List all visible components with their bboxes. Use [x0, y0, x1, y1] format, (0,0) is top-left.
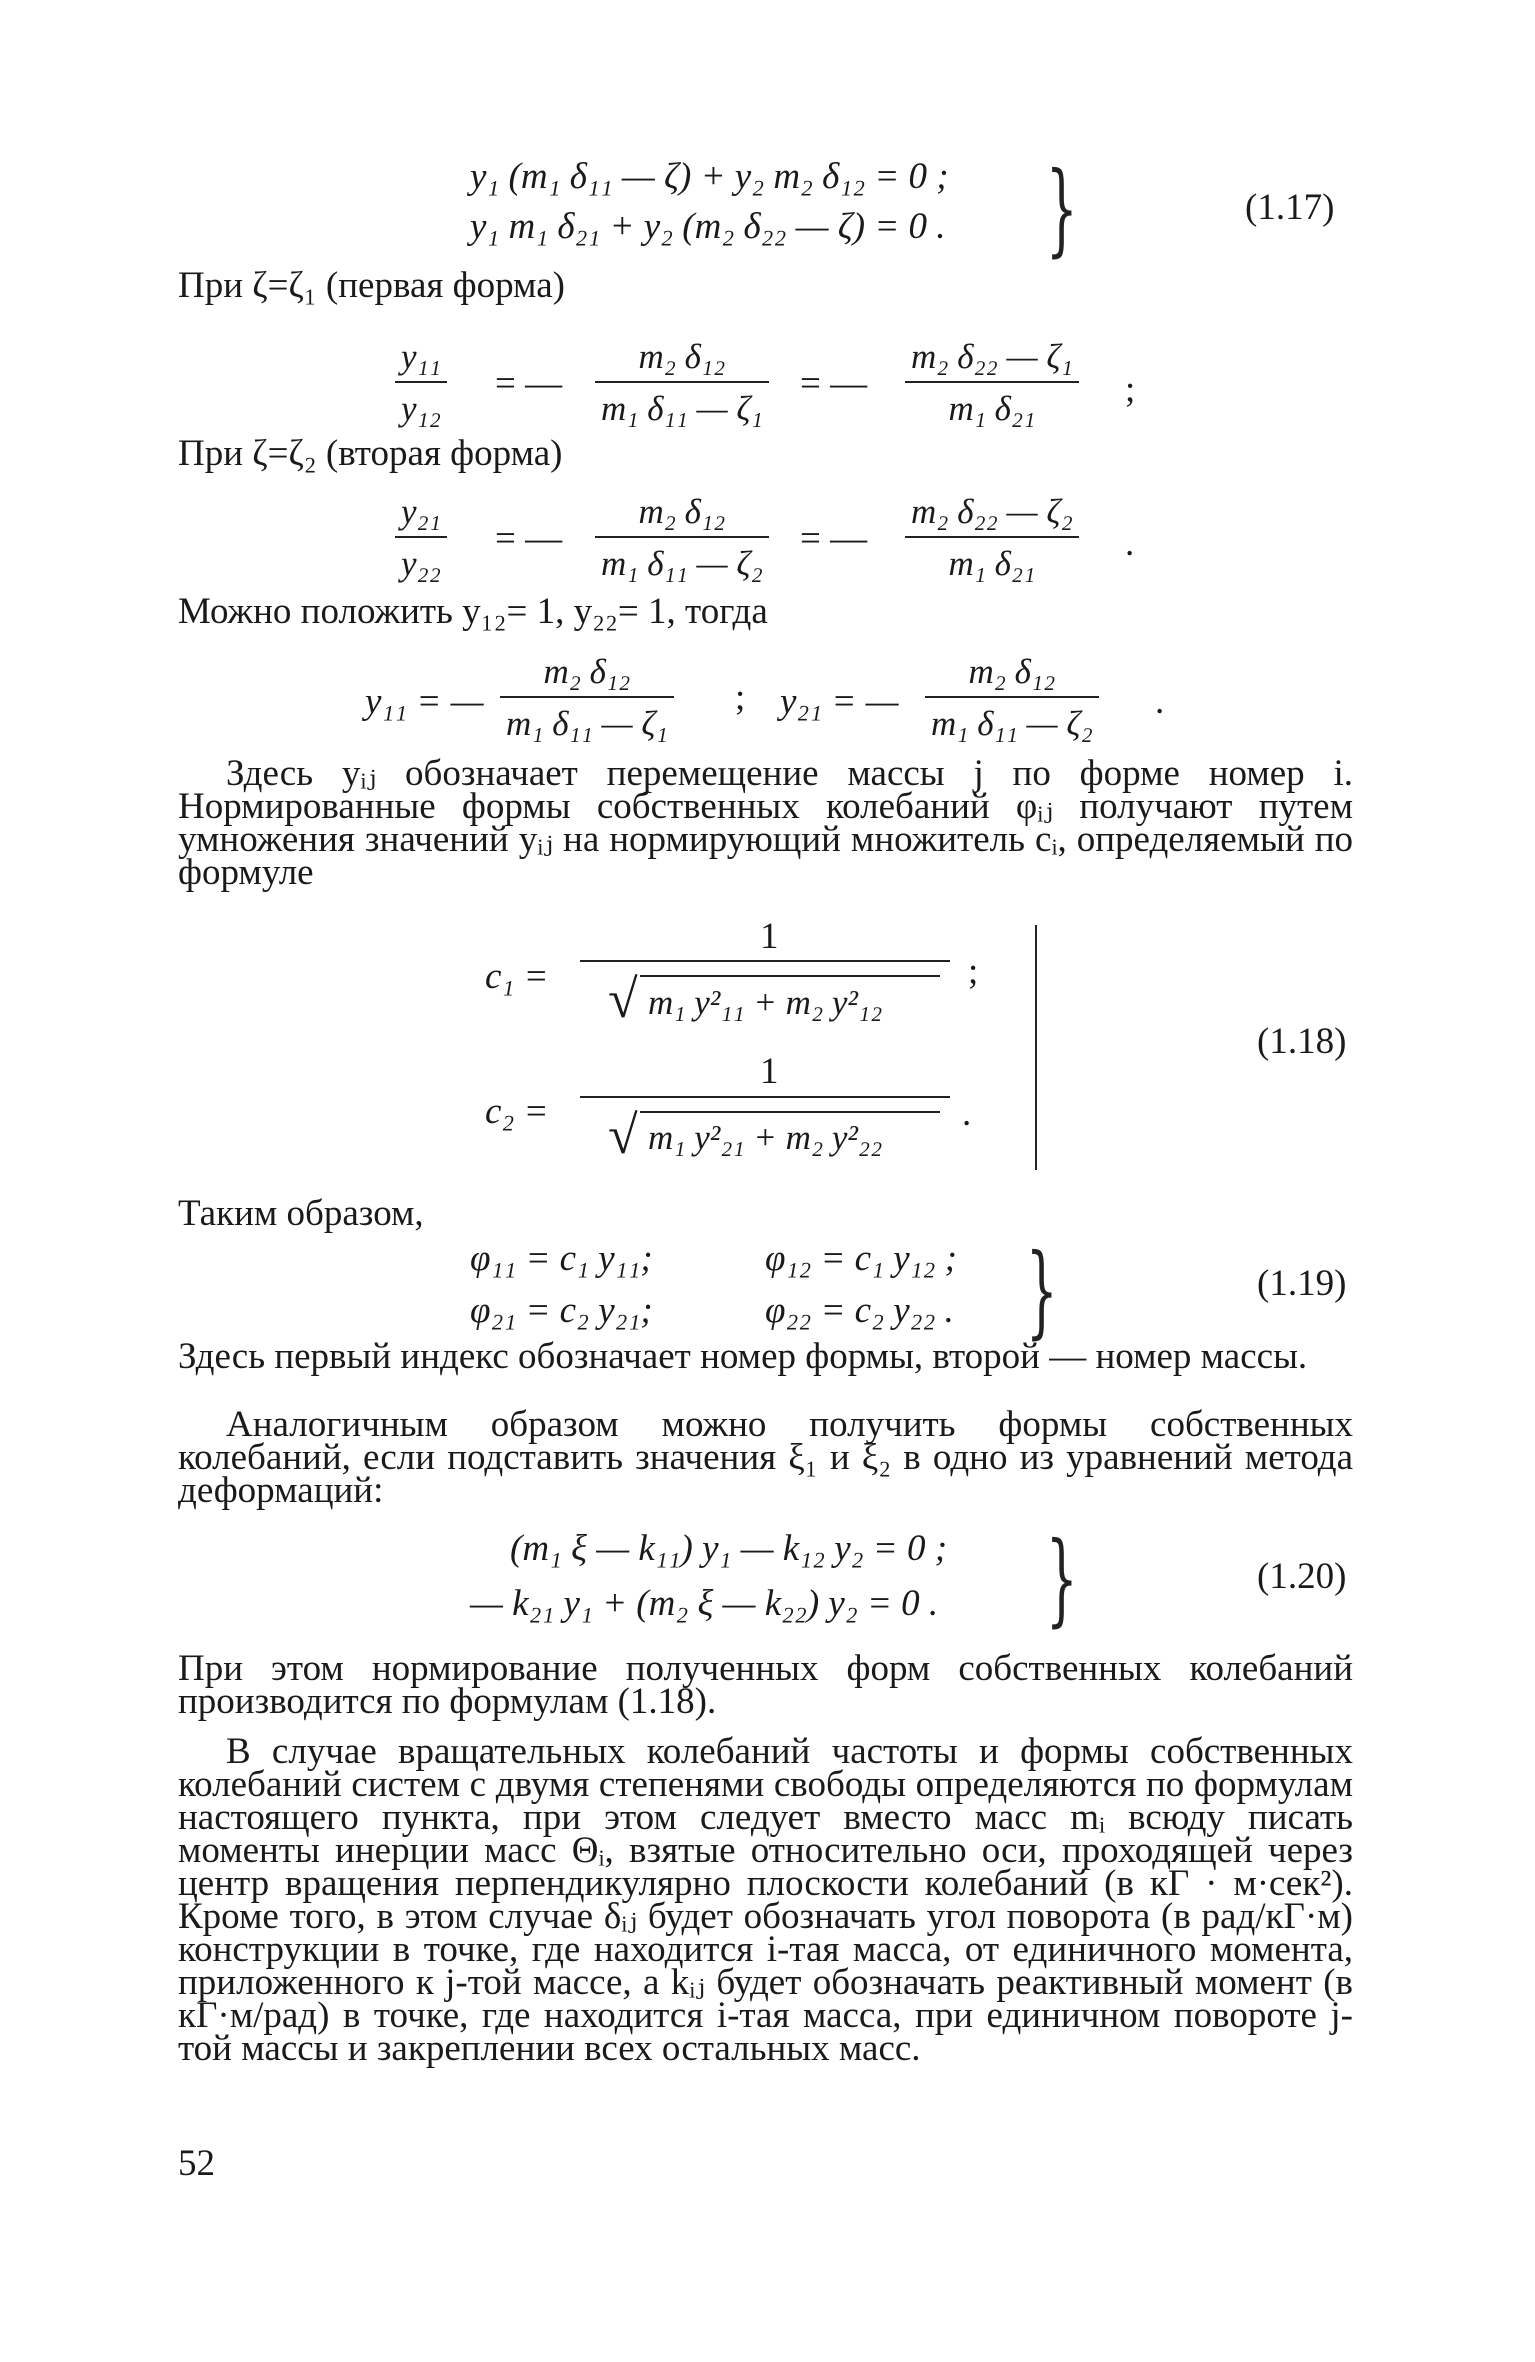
- page-number: 52: [178, 2143, 215, 2184]
- eq-1-19-a: φ₁₁ = c₁ y₁₁;: [470, 1238, 653, 1279]
- brace-1-19: }: [1025, 1232, 1058, 1349]
- c2-lhs: c₂ =: [485, 1091, 549, 1132]
- c2-num: 1: [760, 1051, 779, 1092]
- y-tail: .: [1155, 681, 1165, 722]
- first-f2-den: m₁ δ₂₁: [948, 389, 1036, 428]
- eq-1-19-d: φ₂₂ = c₂ y₂₂ .: [765, 1290, 954, 1331]
- c2-rad: m₁ y²₂₁ + m₂ y²₂₂: [648, 1118, 883, 1157]
- second-eq1: = —: [495, 518, 563, 559]
- c1-bar: [580, 960, 950, 962]
- eq-1-18-number: (1.18): [1257, 1021, 1347, 1062]
- first-form-label: При ζ=ζ₁ (первая форма): [178, 265, 565, 306]
- second-form-label: При ζ=ζ₂ (вторая форма): [178, 433, 563, 474]
- brace-1-18: [1035, 925, 1037, 1170]
- first-tail: ;: [1125, 369, 1136, 410]
- second-f2-num: m₂ δ₂₂ — ζ₂: [911, 492, 1073, 531]
- c1-rad: m₁ y²₁₁ + m₂ y²₁₂: [648, 983, 883, 1022]
- eq-1-19-number: (1.19): [1257, 1263, 1347, 1304]
- para-norm: При этом нормирование полученных форм собственных колебаний производится по формулам (1.18).: [178, 1648, 1353, 1722]
- first-f1-num: m₂ δ₁₂: [638, 337, 726, 376]
- eq-1-17-line2: y₁ m₁ δ₂₁ + y₂ (m₂ δ₂₂ — ζ) = 0 .: [470, 206, 946, 247]
- first-form-lhs: [395, 337, 447, 429]
- second-tail: .: [1125, 523, 1135, 564]
- c1-sqrt-icon: √: [608, 969, 638, 1029]
- para-index: Здесь первый индекс обозначает номер формы, второй — номер массы.: [178, 1336, 1308, 1377]
- first-f1-den: m₁ δ₁₁ — ζ₁: [601, 389, 763, 428]
- thus-line: Таким образом,: [178, 1193, 424, 1234]
- y21-num: m₂ δ₁₂: [968, 652, 1056, 691]
- second-eq2: = —: [800, 518, 868, 559]
- eq-1-17-number: (1.17): [1245, 187, 1335, 228]
- y11-num: m₂ δ₁₂: [543, 652, 631, 691]
- second-form-lhs: [395, 492, 447, 584]
- c1-lhs: c₁ =: [485, 956, 549, 997]
- brace-1-17: }: [1045, 150, 1078, 267]
- y11-frac: [500, 652, 674, 744]
- set-values-line: Можно положить y₁₂= 1, y₂₂= 1, тогда: [178, 591, 768, 632]
- y21-den: m₁ δ₁₁ — ζ₂: [931, 704, 1093, 743]
- first-eq1: = —: [495, 363, 563, 404]
- para-analog: Аналогичным образом можно получить формы собственных колебаний, если подставить значения ξ₁ и ξ₂ в одно из уравнений метода деформаций:: [178, 1404, 1353, 1511]
- eq-1-20-line1: (m₁ ξ — k₁₁) y₁ — k₁₂ y₂ = 0 ;: [510, 1528, 948, 1569]
- y21-lhs: y₂₁ = —: [780, 681, 899, 722]
- first-f1: [595, 337, 769, 429]
- eq-1-19-b: φ₁₂ = c₁ y₁₂ ;: [765, 1238, 957, 1279]
- eq-1-20-number: (1.20): [1257, 1556, 1347, 1597]
- c2-bar: [580, 1096, 950, 1098]
- para-rot: В случае вращательных колебаний частоты и формы собственных колебаний систем с двумя степенями свободы определяются по формулам настоящего пункта, при этом следует вместо масс mᵢ всюду писать моменты инерции масс Θᵢ, взятые относительно оси, проходящей через центр вращения перпендикулярно плоскости колебаний (в кГ · м·сек²). Кроме того, в этом случае δᵢⱼ будет обозначать угол поворота (в рад/кГ·м) конструкции в точке, где находится i-тая масса, от единичного момента, приложенного к j-той массе, а kᵢⱼ будет обозначать реактивный момент (в кГ·м/рад) в точке, где находится i-тая масса, при единичном повороте j-той массы и закреплении всех остальных масс.: [178, 1731, 1353, 2069]
- first-lhs-num: y₁₁: [401, 337, 441, 376]
- para-normalized: Здесь yᵢⱼ обозначает перемещение массы j по форме номер i. Нормированные формы собственных колебаний φᵢⱼ получают путем умножения значений yᵢⱼ на нормирующий множитель cᵢ, определяемый по формуле: [178, 753, 1353, 893]
- eq-1-20-line2: — k₂₁ y₁ + (m₂ ξ — k₂₂) y₂ = 0 .: [470, 1583, 939, 1624]
- second-f1: [595, 492, 769, 584]
- first-lhs-den: y₁₂: [401, 389, 441, 428]
- c1-tail: ;: [968, 951, 979, 992]
- brace-1-20: }: [1045, 1520, 1078, 1637]
- second-f1-den: m₁ δ₁₁ — ζ₂: [601, 544, 763, 583]
- c2-tail: .: [962, 1093, 972, 1134]
- eq-1-17-line1: y₁ (m₁ δ₁₁ — ζ) + y₂ m₂ δ₁₂ = 0 ;: [470, 156, 949, 197]
- first-f2: [905, 337, 1079, 429]
- second-lhs-num: y₂₁: [401, 492, 441, 531]
- c1-num: 1: [760, 916, 779, 957]
- second-f1-num: m₂ δ₁₂: [638, 492, 726, 531]
- y11-den: m₁ δ₁₁ — ζ₁: [506, 704, 668, 743]
- y11-lhs: y₁₁ = —: [365, 681, 484, 722]
- y-sep: ;: [735, 677, 746, 718]
- eq-1-19-c: φ₂₁ = c₂ y₂₁;: [470, 1290, 653, 1331]
- first-f2-num: m₂ δ₂₂ — ζ₁: [911, 337, 1073, 376]
- first-eq2: = —: [800, 363, 868, 404]
- second-lhs-den: y₂₂: [401, 544, 441, 583]
- c2-sqrt-icon: √: [608, 1105, 638, 1165]
- second-f2-den: m₁ δ₂₁: [948, 544, 1036, 583]
- y21-frac: [925, 652, 1099, 744]
- second-f2: [905, 492, 1079, 584]
